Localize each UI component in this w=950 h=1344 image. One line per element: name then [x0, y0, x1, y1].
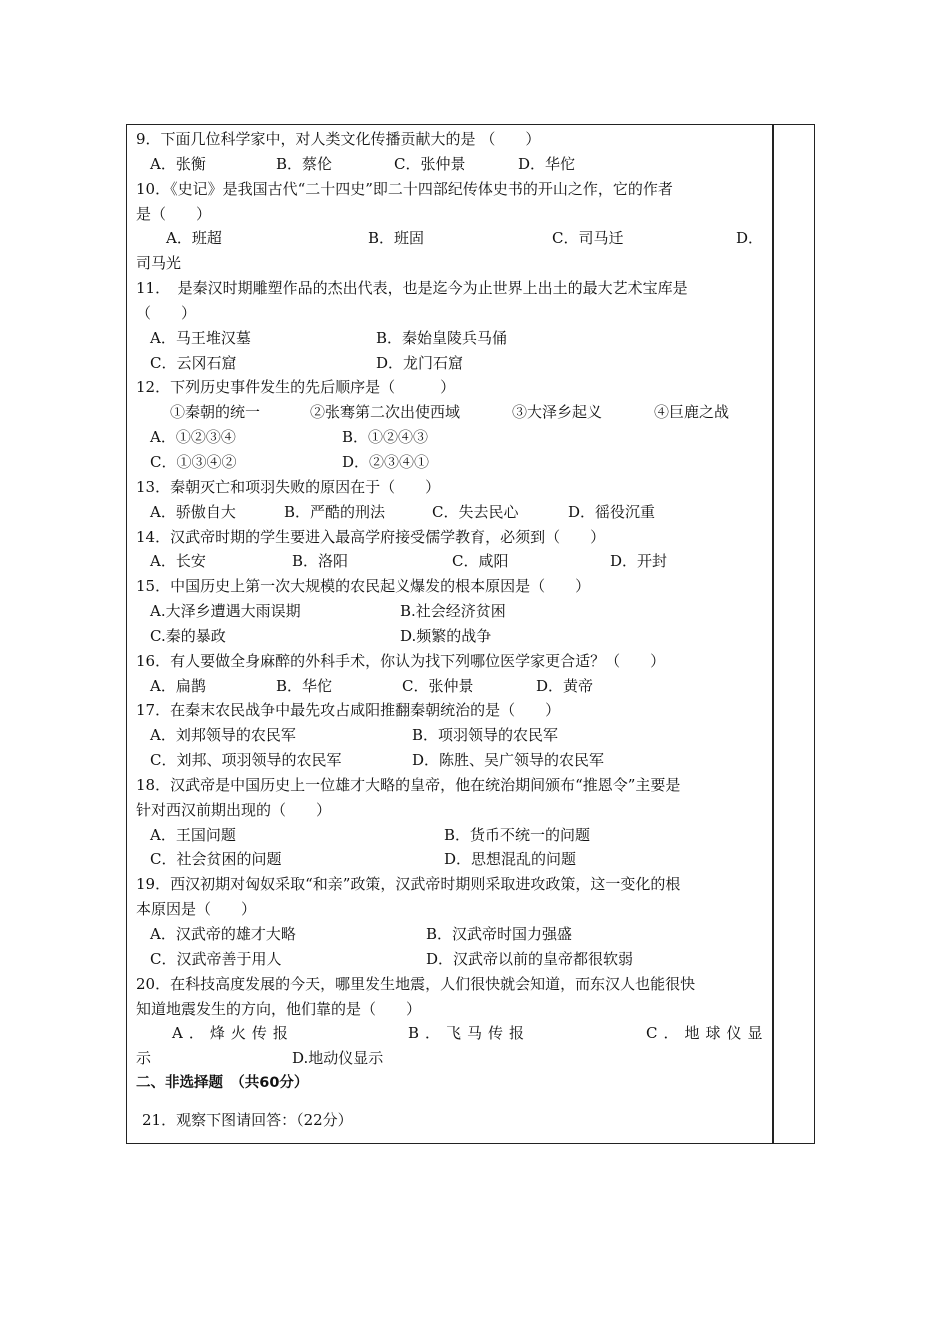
q20-stem-line2: 知道地震发生的方向，他们靠的是（ ）: [136, 999, 422, 1018]
q21-stem: 21．观察下图请回答：（22分）: [142, 1110, 353, 1129]
q11-options-row2: [136, 351, 766, 376]
q18-stem-line2: 针对西汉前期出现的（ ）: [136, 800, 332, 819]
q12-option-b: B．①②④③: [342, 428, 429, 447]
q10-stem-line1: 10．《史记》是我国古代“二十四史”即二十四部纪传体史书的开山之作，它的作者: [136, 179, 673, 198]
q9-option-b: B．蔡伦: [276, 154, 333, 173]
q12-event-4: ④巨鹿之战: [654, 403, 730, 422]
q11-stem-line2: （ ）: [136, 303, 197, 322]
q13-option-a: A．骄傲自大: [150, 502, 236, 521]
q18-option-a: A．王国问题: [150, 825, 236, 844]
q20-stem-line1: 20．在科技高度发展的今天，哪里发生地震，人们很快就会知道，而东汉人也能很快: [136, 974, 696, 993]
q16-options: [136, 674, 766, 699]
q14-option-a: A．长安: [150, 552, 206, 571]
q20-options-row2: [136, 1046, 766, 1071]
q15-option-c: C.秦的暴政: [150, 626, 226, 645]
q9-option-c: C．张仲景: [394, 154, 466, 173]
q10-option-a: A．班超: [166, 229, 222, 248]
q12-options-row2: [136, 450, 766, 475]
q18-option-c: C．社会贫困的问题: [150, 850, 282, 869]
q18-options-row1: [136, 823, 766, 848]
q18-stem-line1: 18．汉武帝是中国历史上一位雄才大略的皇帝，他在统治期间颁布“推恩令”主要是: [136, 775, 681, 794]
table-column-divider: [772, 124, 774, 1144]
q12-event-2: ②张骞第二次出使西域: [310, 403, 461, 422]
q19-option-d: D．汉武帝以前的皇帝都很软弱: [426, 949, 634, 968]
q17-option-b: B．项羽领导的农民军: [412, 726, 559, 745]
q19-option-c: C．汉武帝善于用人: [150, 949, 282, 968]
q10-stem-line2: 是（ ）: [136, 204, 212, 223]
q17-stem: 17．在秦末农民战争中最先攻占咸阳推翻秦朝统治的是（ ）: [136, 701, 561, 720]
q19-option-b: B．汉武帝时国力强盛: [426, 925, 573, 943]
q19-stem-line2: 本原因是（ ）: [136, 900, 257, 919]
q10-option-d: D．: [736, 229, 764, 248]
q18-options-row2: [136, 847, 766, 872]
q10-option-d-wrap: 司马光: [136, 254, 182, 273]
q20-option-d: D.地动仪显示: [292, 1049, 384, 1068]
q20-options: [136, 1021, 769, 1046]
q11-option-c: C．云冈石窟: [150, 353, 237, 372]
q12-stem: 12．下列历史事件发生的先后顺序是（ ）: [136, 378, 456, 397]
q11-option-a: A．马王堆汉墓: [150, 328, 251, 347]
q13-stem: 13．秦朝灭亡和项羽失败的原因在于（ ）: [136, 477, 441, 496]
q19-option-a: A．汉武帝的雄才大略: [150, 925, 296, 943]
q12-option-c: C．①③④②: [150, 452, 237, 471]
q16-stem: 16．有人要做全身麻醉的外科手术，你认为找下列哪位医学家更合适？（ ）: [136, 651, 666, 670]
q9-option-d: D．华佗: [518, 154, 576, 173]
q19-options-row2: [136, 947, 766, 972]
q12-events: [136, 400, 766, 425]
q17-option-a: A．刘邦领导的农民军: [150, 726, 296, 745]
q15-stem: 15．中国历史上第一次大规模的农民起义爆发的根本原因是（ ）: [136, 577, 591, 596]
q12-event-1: ①秦朝的统一: [170, 403, 261, 422]
q10-option-b: B．班固: [368, 229, 425, 248]
spacer: [136, 1096, 766, 1108]
q18-option-d: D．思想混乱的问题: [444, 850, 577, 869]
q20-option-c-wrap: 示: [136, 1049, 152, 1068]
q11-options-row1: [136, 326, 766, 351]
q13-options: [136, 500, 766, 525]
q9-option-a: A．张衡: [150, 154, 206, 173]
q13-option-b: B．严酷的刑法: [284, 502, 386, 521]
q10-option-c: C．司马迁: [552, 229, 624, 248]
q9-stem: 9．下面几位科学家中，对人类文化传播贡献大的是 （ ）: [136, 130, 541, 148]
q12-option-d: D．②③④①: [342, 452, 430, 471]
q17-option-c: C．刘邦、项羽领导的农民军: [150, 751, 342, 770]
q16-option-a: A．扁鹊: [150, 676, 206, 695]
q10-options: [136, 226, 766, 251]
q15-options-row2: [136, 624, 766, 649]
q17-option-d: D．陈胜、吴广领导的农民军: [412, 751, 605, 770]
q19-options-row1: [136, 922, 766, 947]
q13-option-c: C．失去民心: [432, 502, 519, 521]
q16-option-b: B．华佗: [276, 676, 333, 695]
q20-option-b: B．飞马传报: [408, 1024, 531, 1043]
q15-option-d: D.频繁的战争: [400, 626, 492, 645]
q9-options: [136, 152, 766, 177]
section-2-heading: 二、非选择题 （共60分）: [136, 1075, 309, 1092]
q20-option-c: C．地球仪显: [646, 1024, 769, 1043]
q15-option-a: A.大泽乡遭遇大雨误期: [150, 602, 301, 621]
q14-option-d: D．开封: [610, 552, 668, 571]
q15-options-row1: [136, 599, 766, 624]
question-list: [136, 127, 769, 1133]
q12-options-row1: [136, 425, 766, 450]
q11-option-d: D．龙门石窟: [376, 353, 464, 372]
q15-option-b: B.社会经济贫困: [400, 602, 506, 621]
q11-option-b: B．秦始皇陵兵马俑: [376, 328, 508, 347]
q12-event-3: ③大泽乡起义: [512, 403, 603, 422]
q12-option-a: A．①②③④: [150, 428, 236, 447]
q16-option-c: C．张仲景: [402, 676, 474, 695]
q14-option-c: C．咸阳: [452, 552, 509, 571]
q14-stem: 14．汉武帝时期的学生要进入最高学府接受儒学教育，必须到（ ）: [136, 527, 606, 546]
q16-option-d: D．黄帝: [536, 676, 594, 695]
q14-options: [136, 549, 766, 574]
q19-stem-line1: 19．西汉初期对匈奴采取“和亲”政策，汉武帝时期则采取进攻政策，这一变化的根: [136, 875, 681, 894]
q17-options-row1: [136, 723, 766, 748]
q11-stem-line1: 11． 是秦汉时期雕塑作品的杰出代表，也是迄今为止世界上出土的最大艺术宝库是: [136, 279, 688, 298]
q14-option-b: B．洛阳: [292, 552, 349, 571]
q17-options-row2: [136, 748, 766, 773]
q20-option-a: A．烽火传报: [172, 1024, 294, 1043]
q18-option-b: B．货币不统一的问题: [444, 825, 591, 844]
q13-option-d: D．徭役沉重: [568, 502, 656, 521]
